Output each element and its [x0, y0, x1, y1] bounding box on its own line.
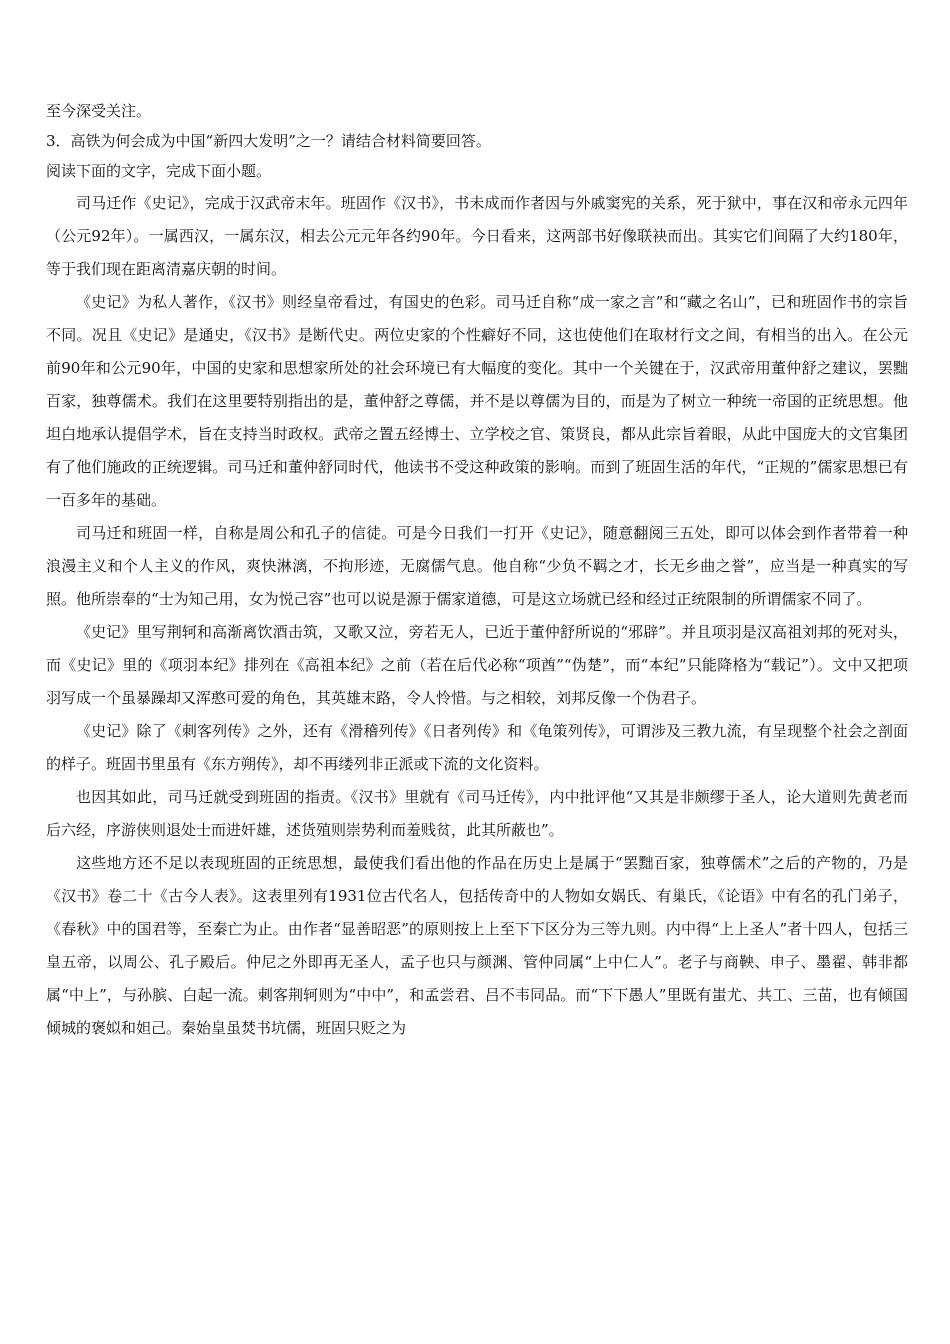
- paragraph: 《史记》为私人著作，《汉书》则经皇帝看过，有国史的色彩。司马迁自称“成一家之言”和“藏之名山”，已和班固作书的宗旨不同。况且《史记》是通史，《汉书》是断代史。两位史家的个性癖好不同，这也使他们在取材行文之间，有相当的出入。在公元前90年和公元90年，中国的史家和思想家所处的社会环境已有大幅度的变化。其中一个关键在于，汉武帝用董仲舒之建议，罢黜百家，独尊儒术。我们在这里要特别指出的是，董仲舒之尊儒，并不是以尊儒为目的，而是为了树立一种统一帝国的正统思想。他坦白地承认提倡学术，旨在支持当时政权。武帝之置五经博士、立学校之官、策贤良，都从此宗旨着眼，从此中国庞大的文官集团有了他们施政的正统逻辑。司马迁和董仲舒同时代，他读书不受这种政策的影响。而到了班固生活的年代，“正规的”儒家思想已有一百多年的基础。: [46, 293, 908, 509]
- paragraph: 这些地方还不足以表现班固的正统思想，最使我们看出他的作品在历史上是属于“罢黜百家，独尊儒术”之后的产物的，乃是《汉书》卷二十《古今人表》。这表里列有1931位古代名人，包括传奇中的人物如女娲氏、有巢氏，《论语》中有名的孔门弟子，《春秋》中的国君等，至秦亡为止。由作者“显善昭恶”的原则按上上至下下区分为三等九则。内中得“上上圣人”者十四人，包括三皇五帝，以周公、孔子殿后。仲尼之外即再无圣人，孟子也只与颜渊、管仲同属“上中仁人”。老子与商鞅、申子、墨翟、韩非都属“中上”，与孙膑、白起一流。刺客荆轲则为“中中”，和孟尝君、吕不韦同品。而“下下愚人”里既有蚩尤、共工、三苗，也有倾国倾城的褒姒和妲己。秦始皇虽焚书坑儒，班固只贬之为: [46, 854, 908, 1037]
- paragraph: 《史记》里写荆轲和高渐离饮酒击筑，又歌又泣，旁若无人，已近于董仲舒所说的“邪辟”。并且项羽是汉高祖刘邦的死对头，而《史记》里的《项羽本纪》排列在《高祖本纪》之前（若在后代必称“项酋”“伪楚”，而“本纪”只能降格为“载记”）。文中又把项羽写成一个虽暴躁却又浑憨可爱的角色，其英雄末路，令人怜惜。与之相较，刘邦反像一个伪君子。: [46, 623, 908, 707]
- document-page: [46, 96, 908, 1045]
- question-line: 3．高铁为何会成为中国“新四大发明”之一？请结合材料简要回答。: [46, 132, 491, 150]
- paragraph: 也因其如此，司马迁就受到班固的指责。《汉书》里就有《司马迁传》，内中批评他“又其是非颇缪于圣人，论大道则先黄老而后六经，序游侠则退处士而进奸雄，述货殖则崇势利而羞贱贫，此其所蔽也”。: [46, 788, 908, 839]
- paragraph: 《史记》除了《刺客列传》之外，还有《滑稽列传》《日者列传》和《龟策列传》，可谓涉及三教九流，有呈现整个社会之剖面的样子。班固书里虽有《东方朔传》，却不再缕列非正派或下流的文化资料。: [46, 722, 908, 773]
- paragraph: 司马迁作《史记》，完成于汉武帝末年。班固作《汉书》，书未成而作者因与外戚窦宪的关系，死于狱中，事在汉和帝永元四年（公元92年）。一属西汉，一属东汉，相去公元元年各约90年。今日看来，这两部书好像联袂而出。其实它们间隔了大约180年，等于我们现在距离清嘉庆朝的时间。: [46, 194, 908, 278]
- paragraph: 司马迁和班固一样，自称是周公和孔子的信徒。可是今日我们一打开《史记》，随意翻阅三五处，即可以体会到作者带着一种浪漫主义和个人主义的作风，爽快淋漓，不拘形迹，无腐儒气息。他自称“少负不羁之才，长无乡曲之誉”，应当是一种真实的写照。他所崇奉的“士为知己用，女为悦己容”也可以说是源于儒家道德，可是这立场就已经和经过正统限制的所谓儒家不同了。: [46, 524, 908, 608]
- instruction-line: 阅读下面的文字，完成下面小题。: [46, 162, 272, 180]
- text-line: 至今深受关注。: [46, 102, 152, 120]
